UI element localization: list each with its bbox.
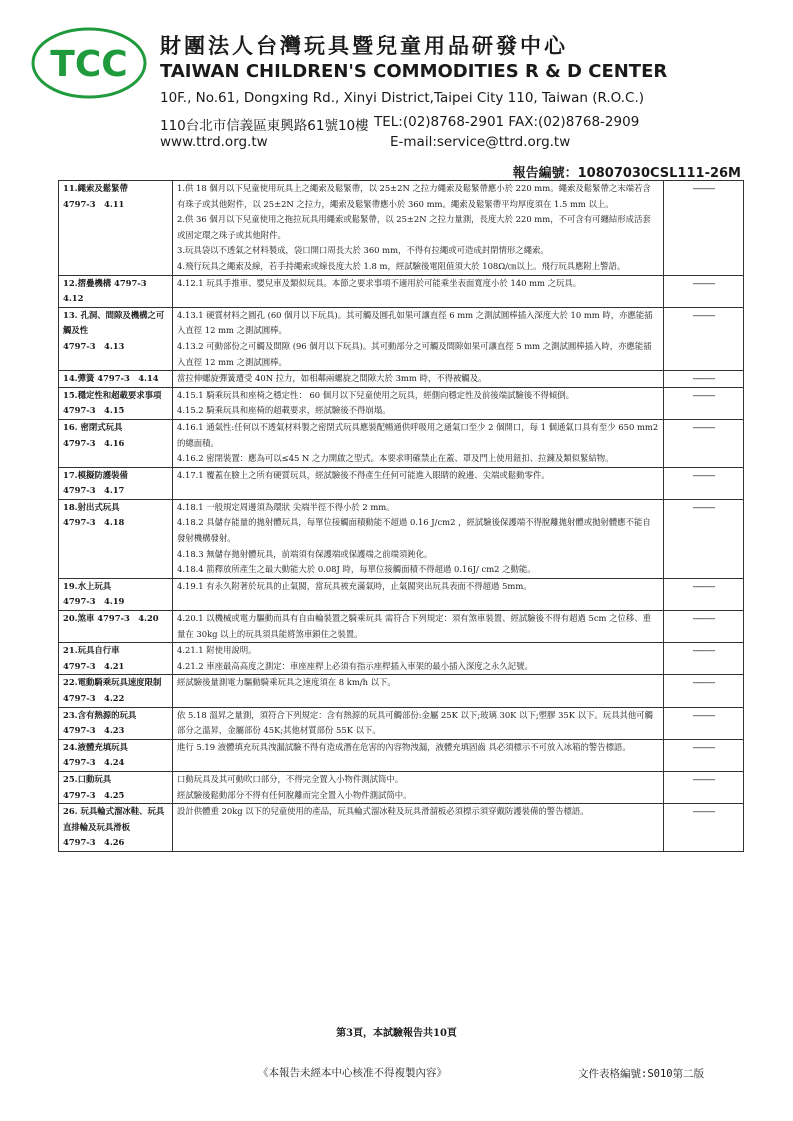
requirement-cell <box>173 707 664 739</box>
item-cell <box>59 371 173 388</box>
requirement-text: 4.18.3 無儲存拋射體玩具，前端須有保護端或保護端之前端須鈍化。 <box>177 548 433 559</box>
requirement-text: 經試驗後量測電力驅動騎乘玩具之速度須在 8 km/h 以下。 <box>177 677 396 688</box>
address-en: 10F., No.61, Dongxing Rd., Xinyi District,Taipei City 110, Taiwan (R.O.C.) <box>160 90 645 106</box>
item-standard: 4797-3 4.26 <box>63 837 125 848</box>
requirement-text: 依 5.18 溫昇之量測，須符合下列規定：含有熱源的玩具可觸部份:金屬 25K 以下;玻璃 30K 以下;塑膠 35K 以下。玩具其他可觸部分之溫昇，金屬部份 45K;其他材質部份 55K 以下。 <box>177 709 654 736</box>
requirement-text: 4.18.2 具儲存能量的拋射體玩具，每單位接觸面積動能不超過 0.16 J/cm2 ，經試驗後保護端不得脫離拋射體或拋射體應不能自發射機構發射。 <box>177 517 651 544</box>
item-title: 26. 玩具輪式溜冰鞋、玩具直排輪及玩具滑板 <box>63 806 165 832</box>
item-cell <box>59 307 173 370</box>
result-cell <box>664 307 744 370</box>
table-row <box>59 371 744 388</box>
item-cell <box>59 739 173 771</box>
table-row <box>59 467 744 499</box>
result-cell <box>664 707 744 739</box>
result-value: ------------ <box>692 806 715 817</box>
requirement-text: 4.18.1 一般規定周邊須為環狀 尖端半徑不得小於 2 mm。 <box>177 501 395 512</box>
requirement-text: 4.12.1 玩具手推車、嬰兒車及類似玩具。本節之要求事項不適用於可能乘坐表面寬度小於 140 mm 之玩具。 <box>177 277 582 288</box>
item-title: 12.摺疊機構 4797-3 <box>63 277 147 288</box>
requirement-cell <box>173 804 664 852</box>
requirement-cell <box>173 387 664 419</box>
result-value: ------------ <box>692 501 715 512</box>
item-standard: 4797-3 4.18 <box>63 517 125 528</box>
item-standard: 4797-3 4.19 <box>63 596 125 607</box>
item-cell <box>59 771 173 803</box>
result-cell <box>664 387 744 419</box>
requirement-cell <box>173 181 664 276</box>
result-cell <box>664 771 744 803</box>
item-title: 13. 孔洞、間隙及機構之可觸及性 <box>63 309 165 336</box>
requirement-text: 4.21.1 附使用說明。 <box>177 645 257 656</box>
item-standard: 4797-3 4.21 <box>63 660 125 671</box>
item-cell <box>59 643 173 675</box>
requirement-text: 4.19.1 有永久附著於玩具的止氣閥，當玩具被充滿氣時，止氣閥突出玩具表面不得超過 5mm。 <box>177 580 532 591</box>
requirement-text: 3.玩具袋以不透氣之材料製成，袋口開口周長大於 360 mm，不得有拉繩或可造成封閉情形之繩索。 <box>177 245 549 256</box>
result-cell <box>664 739 744 771</box>
item-cell <box>59 275 173 307</box>
result-cell <box>664 578 744 610</box>
requirement-cell <box>173 419 664 467</box>
item-cell <box>59 578 173 610</box>
page-number: 第3頁，本試驗報告共10頁 <box>336 1028 457 1039</box>
requirement-text: 當拉伸螺旋彈簧遭受 40N 拉力，如相鄰兩螺旋之間隙大於 3mm 時，不得被觸及。 <box>177 373 487 384</box>
table-row <box>59 275 744 307</box>
requirement-cell <box>173 643 664 675</box>
item-cell <box>59 467 173 499</box>
org-name-zh: 財團法人台灣玩具暨兒童用品研發中心 <box>160 34 568 58</box>
item-cell <box>59 419 173 467</box>
result-cell <box>664 181 744 276</box>
email-link[interactable]: E-mail:service@ttrd.org.tw <box>390 134 571 150</box>
requirement-text: 4.20.1 以機械或電力驅動而具有自由輪裝置之騎乘玩具 需符合下列規定：須有煞車裝置、經試驗後不得有超過 5cm 之位移、重量在 30kg 以上的玩具須具能將煞車鎖住之裝置。 <box>177 613 651 639</box>
result-value: ------------ <box>692 469 715 480</box>
table-row <box>59 181 744 276</box>
form-number: 文件表格編號:S010第二版 <box>578 1068 705 1080</box>
requirement-text: 4.15.1 騎乘玩具和座椅之穩定性： 60 個月以下兒童使用之玩具，經側向穩定性及前後端試驗後不得傾倒。 <box>177 389 575 400</box>
requirement-text: 4.21.2 車座最高高度之測定：車座座桿上必須有指示座桿插入車架的最小插入深度之永久記號。 <box>177 660 533 671</box>
item-title: 23.含有熱源的玩具 <box>63 709 137 720</box>
logo-text: TCC <box>50 44 128 85</box>
item-title: 11.繩索及鬆緊帶 <box>63 183 128 193</box>
item-title: 14.彈簧 4797-3 4.14 <box>63 373 159 384</box>
requirement-cell <box>173 611 664 643</box>
requirement-text: 4.17.1 覆蓋在臉上之所有硬質玩具，經試驗後不得產生任何可能進入眼睛的銳邊、尖端或鬆動零件。 <box>177 469 550 480</box>
requirement-cell <box>173 307 664 370</box>
result-value: ------------ <box>692 645 715 656</box>
requirement-text: 4.13.2 可動部份之可觸及間隙 (96 個月以下玩具)。其可動部分之可觸及間隙如果可讓直徑 5 mm 之測試圓棒插入時，亦應能插入直徑 12 mm 之測試圓棒。 <box>177 340 652 367</box>
table-row <box>59 307 744 370</box>
requirement-cell <box>173 499 664 578</box>
table-row <box>59 578 744 610</box>
item-cell <box>59 675 173 707</box>
item-cell <box>59 499 173 578</box>
item-standard: 4797-3 4.16 <box>63 437 125 448</box>
report-number: 報告編號：10807030CSL111-26M <box>512 166 741 181</box>
website-link[interactable]: www.ttrd.org.tw <box>160 134 268 150</box>
table-row <box>59 804 744 852</box>
item-standard: 4797-3 4.24 <box>63 757 125 768</box>
table-row <box>59 611 744 643</box>
table-row <box>59 643 744 675</box>
tcc-logo <box>30 26 148 100</box>
table-row <box>59 739 744 771</box>
requirement-cell <box>173 739 664 771</box>
requirement-text: 4.16.1 通氣性:任何以不透氣材料製之密閉式玩具應裝配暢通供呼吸用之通氣口至少 2 個開口，每 1 個通氣口具有至少 650 mm2 的總面積。 <box>177 421 659 448</box>
result-value: ------------ <box>692 277 715 288</box>
requirement-cell <box>173 771 664 803</box>
requirement-text: 口動玩具及其可動吹口部分，不得完全置入小物件測試筒中。 <box>177 773 404 784</box>
result-cell <box>664 675 744 707</box>
requirement-text: 進行 5.19 液體填充玩具洩漏試驗不得有造成潛在危害的內容物洩漏，液體充填固齒 具必須標示不可放入冰箱的警告標語。 <box>177 741 631 752</box>
copyright-note: 《本報告未經本中心核准不得複製內容》 <box>258 1067 447 1079</box>
item-title: 16. 密閉式玩具 <box>63 421 123 432</box>
result-value: ------------ <box>692 183 715 193</box>
table-row <box>59 419 744 467</box>
result-value: ------------ <box>692 773 715 784</box>
result-cell <box>664 371 744 388</box>
item-cell <box>59 387 173 419</box>
table-row <box>59 387 744 419</box>
table-row <box>59 675 744 707</box>
table-row <box>59 499 744 578</box>
requirement-cell <box>173 467 664 499</box>
result-value: ------------ <box>692 309 715 320</box>
item-title: 21.玩具自行車 <box>63 645 120 656</box>
requirement-text: 1.供 18 個月以下兒童使用玩具上之繩索及鬆緊帶，以 25±2N 之拉力繩索及鬆緊帶應小於 220 mm。繩索及鬆緊帶之末端若含有珠子或其他附件，以 25±2N 之拉力，繩索及鬆緊帶應小於 360 mm。繩索及鬆緊帶平均厚度須在 1.5 mm 以上。 <box>177 183 651 209</box>
org-name-en: TAIWAN CHILDREN'S COMMODITIES R & D CENTER <box>160 61 668 82</box>
result-cell <box>664 467 744 499</box>
item-title: 22.電動騎乘玩具速度限制 <box>63 677 162 688</box>
item-cell <box>59 181 173 276</box>
item-title: 20.煞車 4797-3 4.20 <box>63 613 159 624</box>
requirement-text: 4.18.4 箭釋放所產生之最大動能大於 0.08J 時，每單位接觸面積不得超過 0.16J/ cm2 之動能。 <box>177 564 536 575</box>
result-cell <box>664 643 744 675</box>
item-standard: 4797-3 4.25 <box>63 789 125 800</box>
item-title: 17.模擬防護裝備 <box>63 469 128 480</box>
result-value: ------------ <box>692 389 715 400</box>
item-standard: 4797-3 4.13 <box>63 340 125 351</box>
requirement-text: 設計供體重 20kg 以下的兒童使用的產品，玩具輪式溜冰鞋及玩具滑溜板必須標示須穿戴防護裝備的警告標語。 <box>177 806 589 817</box>
result-value: ------------ <box>692 373 715 384</box>
result-cell <box>664 419 744 467</box>
item-standard: 4797-3 4.15 <box>63 405 125 416</box>
result-cell <box>664 804 744 852</box>
item-standard: 4797-3 4.22 <box>63 693 125 703</box>
test-items-table <box>58 180 744 852</box>
item-standard: 4797-3 4.11 <box>63 198 125 209</box>
requirement-text: 4.16.2 密閉裝置：應為可以≤45 N 之力開啟之型式。本要求明確禁止在蓋、罩及門上使用鈕扣、拉鍊及類似緊結物。 <box>177 453 614 464</box>
table-row <box>59 707 744 739</box>
requirement-text: 4.15.2 騎乘玩具和座椅的超載要求，經試驗後不得崩塌。 <box>177 405 391 416</box>
item-title: 18.射出式玩具 <box>63 501 120 512</box>
item-standard: 4797-3 4.23 <box>63 725 125 736</box>
result-value: ------------ <box>692 580 715 591</box>
result-cell <box>664 611 744 643</box>
address-zh: 110台北市信義區東興路61號10樓 <box>160 118 369 134</box>
requirement-text: 4.13.1 硬質材料之圓孔 (60 個月以下玩具)。其可觸及圓孔如果可讓直徑 6 mm 之測試圓棒插入深度大於 10 mm 時，亦應能插入直徑 12 mm 之測試圓棒。 <box>177 309 653 336</box>
result-value: ------------ <box>692 421 715 432</box>
result-cell <box>664 499 744 578</box>
item-title: 25.口動玩具 <box>63 773 112 784</box>
item-title: 15.穩定性和超載要求事項 <box>63 389 162 400</box>
result-value: ------------ <box>692 613 715 624</box>
requirement-cell <box>173 275 664 307</box>
requirement-text: 4.飛行玩具之繩索及線，若手持繩索或線長度大於 1.8 m，經試驗後電阻值須大於 108Ω/㎝以上。飛行玩具應附上警語。 <box>177 260 626 271</box>
tel-fax: TEL:(02)8768-2901 FAX:(02)8768-2909 <box>374 114 640 130</box>
item-standard: 4.12 <box>63 293 84 304</box>
item-cell <box>59 707 173 739</box>
result-value: ------------ <box>692 677 715 688</box>
item-cell <box>59 804 173 852</box>
result-value: ------------ <box>692 741 715 752</box>
requirement-cell <box>173 578 664 610</box>
table-row <box>59 771 744 803</box>
requirement-cell <box>173 675 664 707</box>
item-standard: 4797-3 4.17 <box>63 485 125 496</box>
requirement-text: 經試驗後鬆動部分不得有任何脫離而完全置入小物件測試筒中。 <box>177 789 412 800</box>
item-title: 19.水上玩具 <box>63 580 112 591</box>
requirement-text: 2.供 36 個月以下兒童使用之拖拉玩具用繩索或鬆緊帶，以 25±2N 之拉力量測，長度大於 220 mm，不可含有可纏結形成活套或固定環之珠子或其他附件。 <box>177 214 651 240</box>
requirement-cell <box>173 371 664 388</box>
result-value: ------------ <box>692 709 715 720</box>
item-cell <box>59 611 173 643</box>
item-title: 24.液體充填玩具 <box>63 741 128 752</box>
result-cell <box>664 275 744 307</box>
